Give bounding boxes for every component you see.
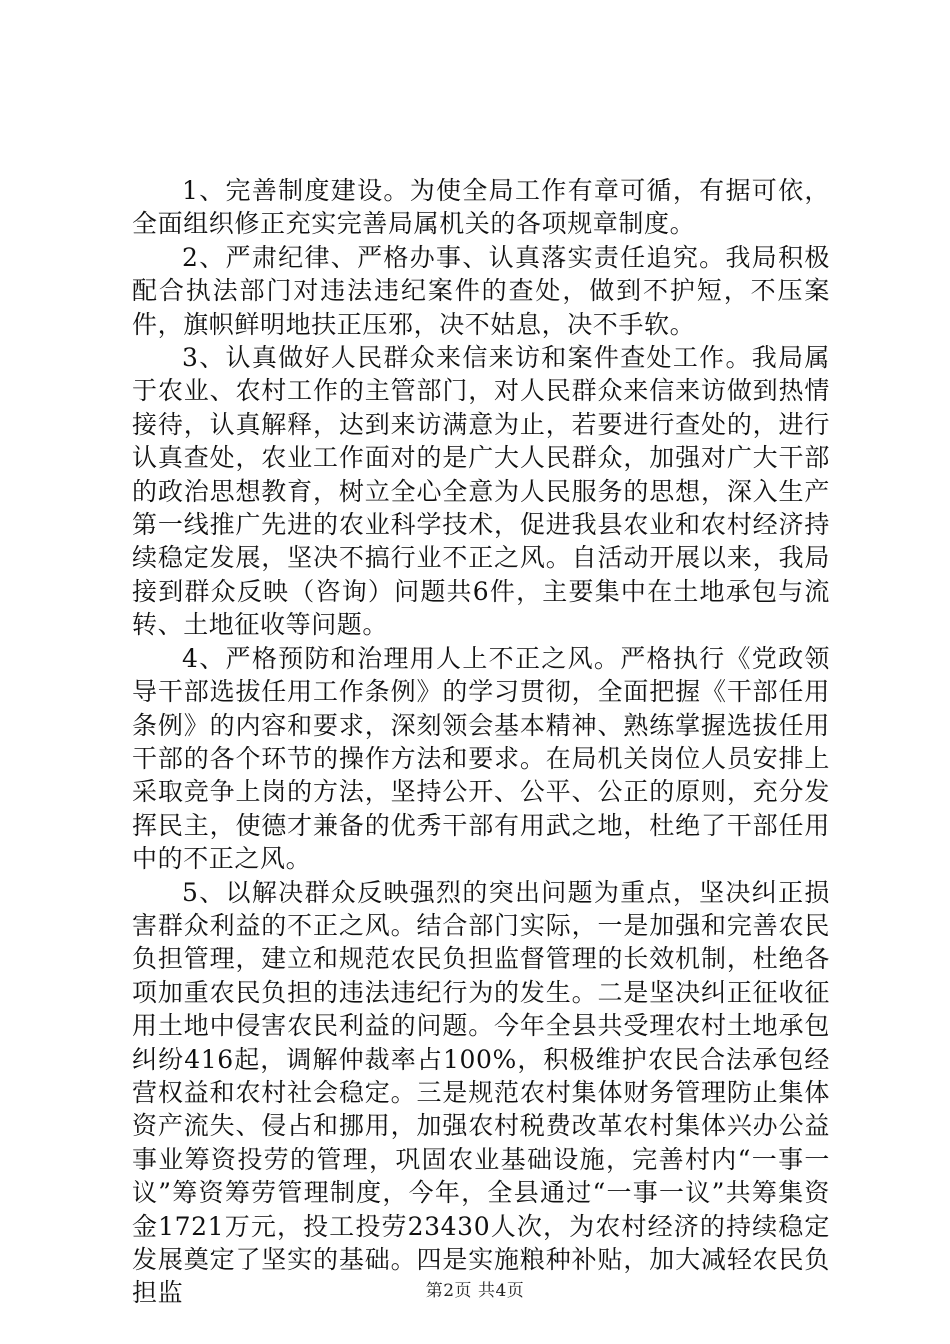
paragraph-4: 4、严格预防和治理用人上不正之风。严格执行《党政领导干部选拔任用工作条例》的学习贯彻，全面把握《干部任用条例》的内容和要求，深刻领会基本精神、熟练掌握选拔任用干部的各个环节的操作方法和要求。在局机关岗位人员安排上采取竞争上岗的方法，坚持公开、公平、公正的原则，充分发挥民主，使德才兼备的优秀干部有用武之地，杜绝了干部任用中的不正之风。 [132,643,830,874]
paragraph-3: 3、认真做好人民群众来信来访和案件查处工作。我局属于农业、农村工作的主管部门，对人民群众来信来访做到热情接待，认真解释，达到来访满意为止，若要进行查处的，进行认真查处，农业工作面对的是广大人民群众，加强对广大干部的政治思想教育，树立全心全意为人民服务的思想，深入生产第一线推广先进的农业科学技术，促进我县农业和农村经济持续稳定发展，坚决不搞行业不正之风。自活动开展以来，我局接到群众反映（咨询）问题共6件，主要集中在土地承包与流转、土地征收等问题。 [132,343,830,640]
paragraph-2: 2、严肃纪律、严格办事、认真落实责任追究。我局积极配合执法部门对违法违纪案件的查处，做到不护短，不压案件，旗帜鲜明地扶正压邪，决不姑息，决不手软。 [132,242,830,339]
paragraph-1: 1、完善制度建设。为使全局工作有章可循，有据可依，全面组织修正充实完善局属机关的各项规章制度。 [132,176,830,239]
paragraph-5: 5、以解决群众反映强烈的突出问题为重点，坚决纠正损害群众利益的不正之风。结合部门实际，一是加强和完善农民负担管理，建立和规范农民负担监督管理的长效机制，杜绝各项加重农民负担的违法违纪行为的发生。二是坚决纠正征收征用土地中侵害农民利益的问题。今年全县共受理农村土地承包纠纷416起，调解仲裁率占100%，积极维护农民合法承包经营权益和农村社会稳定。三是规范农村集体财务管理防止集体资产流失、侵占和挪用，加强农村税费改革农村集体兴办公益事业筹资投劳的管理，巩固农业基础设施，完善村内“一事一议”筹资筹劳管理制度，今年，全县通过“一事一议”共筹集资金1721万元，投工投劳23430人次，为农村经济的持续稳定发展奠定了坚实的基础。四是实施粮种补贴，加大减轻农民负担监 [132,877,830,1308]
page-footer: 第2页 共4页 [425,1281,525,1301]
document-body [132,174,830,1310]
